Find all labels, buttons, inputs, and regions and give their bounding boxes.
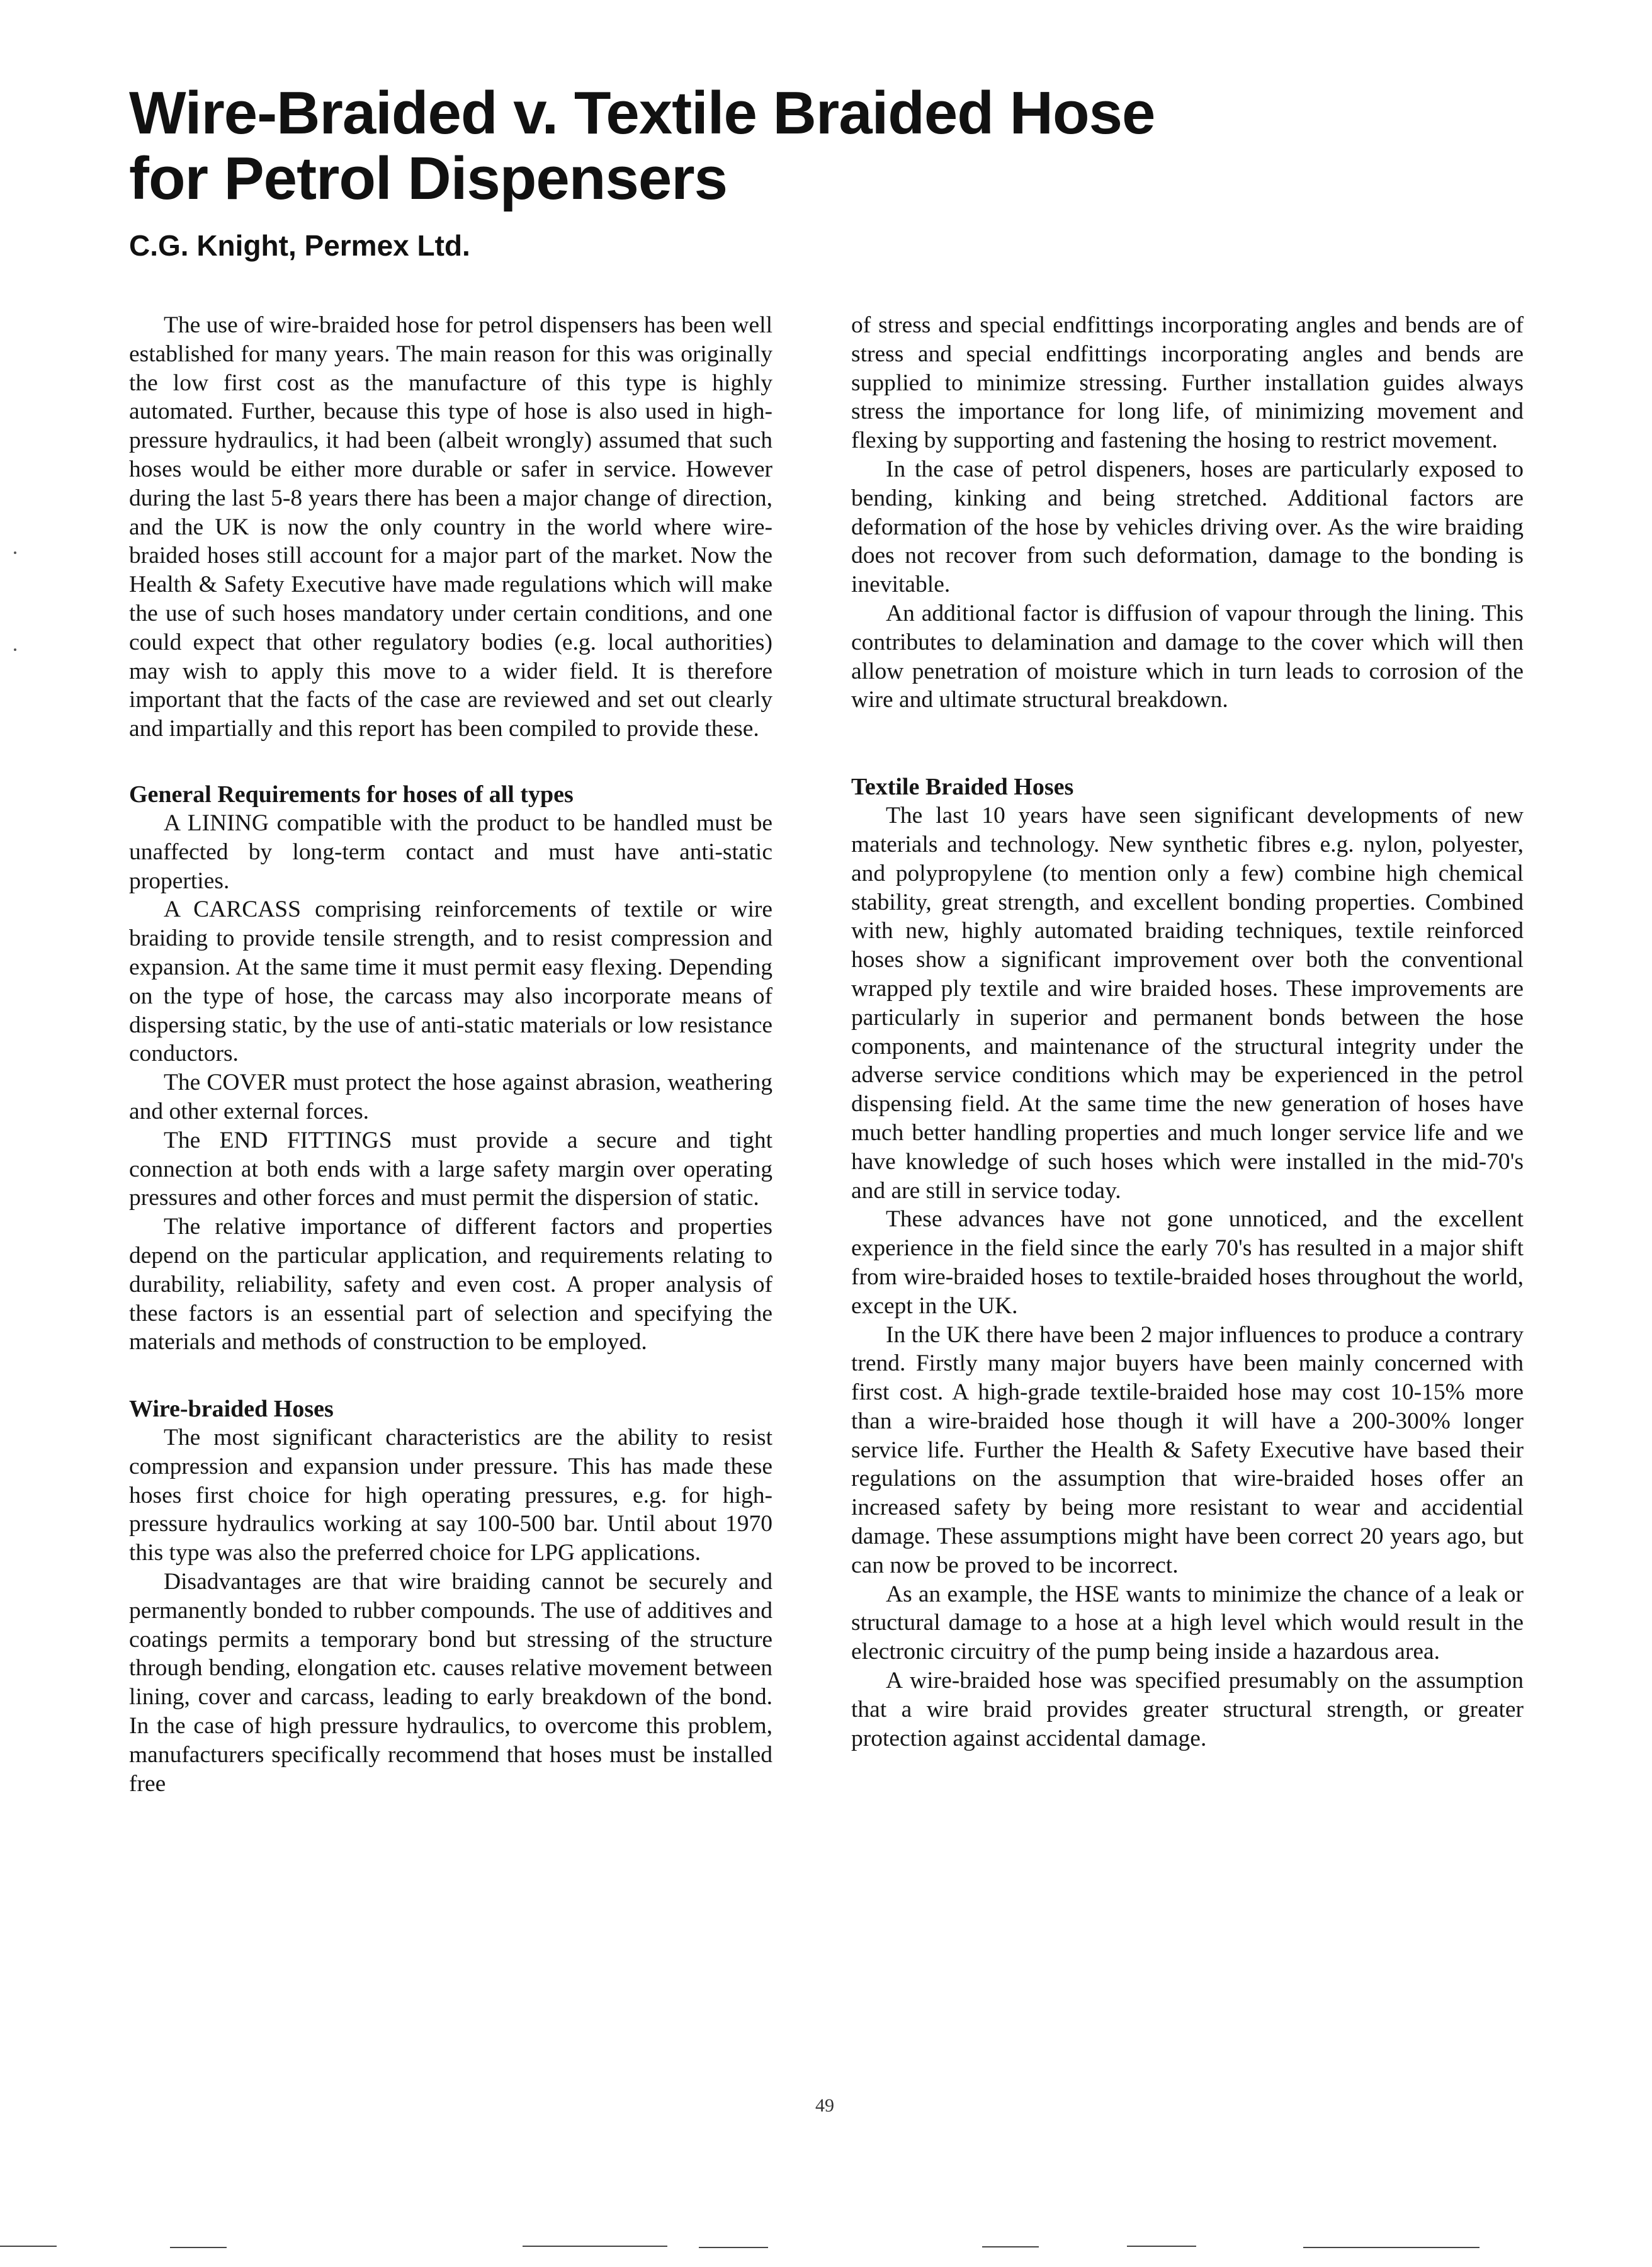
- right-column: [851, 311, 1524, 1753]
- cover-paragraph: The COVER must protect the hose against abrasion, weathering and other external forces.: [129, 1070, 772, 1124]
- scan-edge-mark: [982, 2246, 1039, 2247]
- textile-braided-heading: Textile Braided Hoses: [851, 774, 1074, 801]
- wire-braid-assumption-paragraph: A wire-braided hose was specified presumably on the assumption that a wire braid provides greater structural strength, or greater protection against accidental damage.: [851, 1668, 1524, 1751]
- uk-influences-paragraph: In the UK there have been 2 major influences to produce a contrary trend. Firstly many major buyers have been mainly concerned with first cost. A high-grade textile-braided hose may cost 10-15% more than a wire-braided hose though it will have a 200-300% longer service life. Further the Health & Safety Executive have based their regulations on the assumption that wire-braided hoses offer an increased safety by being more resistant to wear and accidential damage. These assumptions might have been correct 20 years ago, but can now be proved to be incorrect.: [851, 1321, 1524, 1578]
- left-column: [129, 311, 772, 1798]
- hse-example-paragraph: As an example, the HSE wants to minimize the chance of a leak or structural damage to a hose at a high level which would result in the electronic circuitry of the pump being inside a hazardous area.: [851, 1581, 1524, 1665]
- textile-developments-paragraph: The last 10 years have seen significant developments of new materials and technology. New synthetic fibres e.g. nylon, polyester, and polypropylene (to mention only a few) combine high chemical stability, great strength, and excellent bonding properties. Combined with new, highly automated braiding techniques, textile reinforced hoses show a significant improvement over both the conventional wrapped ply textile and wire braided hoses. These improvements are particularly in superior and permanent bonds between the hose components, and maintenance of the structural integrity under the adverse service conditions which may be experienced in the petrol dispensing field. At the same time the new generation of hoses have much better handling properties and much longer service life and we have knowledge of such hoses which were installed in the mid-70's and are still in service today.: [851, 803, 1524, 1204]
- scan-dot: [14, 551, 16, 554]
- advances-paragraph: These advances have not gone unnoticed, and the excellent experience in the field since the early 70's has resulted in a major shift from wire-braided hoses to textile-braided hoses throughout the world, except in the UK.: [851, 1206, 1524, 1319]
- title-line-2: for Petrol Dispensers: [129, 145, 727, 212]
- article-title: [129, 81, 1514, 212]
- carcass-paragraph: A CARCASS comprising reinforcements of textile or wire braiding to provide tensile strength, and to resist compression and expansion. At the same time it must permit easy flexing. Depending on the type of hose, the carcass may also incorporate means of dispersing static, by the use of anti-static materials or low resistance conductors.: [129, 896, 772, 1067]
- lining-paragraph: A LINING compatible with the product to be handled must be unaffected by long-term contact and must have anti-static properties.: [129, 810, 772, 894]
- wire-disadvantages-paragraph: Disadvantages are that wire braiding cannot be securely and permanently bonded to rubber compounds. The use of additives and coatings permits a temporary bond but stressing of the structure through bending, elongation etc. causes relative movement between lining, cover and carcass, leading to early breakdown of the bond. In the case of high pressure hydraulics, to overcome this problem, manufacturers specifically recommend that hoses must be installed free: [129, 1569, 772, 1797]
- relative-importance-paragraph: The relative importance of different factors and properties depend on the particular application, and requirements relating to durability, reliability, safety and even cost. A proper analysis of these factors is an essential part of selection and specifying the materials and methods of construction to be employed.: [129, 1214, 772, 1355]
- scan-edge-mark: [523, 2246, 667, 2247]
- scan-edge-mark: [1303, 2247, 1479, 2248]
- page-number: 49: [815, 2095, 834, 2116]
- continuation-paragraph: of stress and special endfittings incorporating angles and bends are of stress and special endfittings incorporating angles and bends are supplied to minimize stressing. Further installation guides always stress the importance for long life, of minimizing movement and flexing by supporting and fastening the hosing to restrict movement.: [851, 312, 1524, 454]
- end-fittings-paragraph: The END FITTINGS must provide a secure and tight connection at both ends with a large safety margin over operating pressures and other forces and must permit the dispersion of static.: [129, 1127, 772, 1211]
- wire-characteristics-paragraph: The most significant characteristics are the ability to resist compression and expansion under pressure. This has made these hoses first choice for high operating pressures, e.g. for high-pressure hydraulics working at say 100-500 bar. Until about 1970 this type was also the preferred choice for LPG applications.: [129, 1425, 772, 1566]
- scan-edge-mark: [699, 2247, 768, 2248]
- intro-paragraph: The use of wire-braided hose for petrol dispensers has been well established for many years. The main reason for this was originally the low first cost as the manufacture of this type is highly automated. Further, because this type of hose is also used in high-pressure hydraulics, it had been (albeit wrongly) assumed that such hoses would be either more durable or safer in service. However during the last 5-8 years there has been a major change of direction, and the UK is now the only country in the world where wire-braided hoses still account for a major part of the market. Now the Health & Safety Executive have made regulations which will make the use of such hoses mandatory under certain conditions, and one could expect that other regulatory bodies (e.g. local authorities) may wish to apply this move to a wider field. It is therefore important that the facts of the case are reviewed and set out clearly and impartially and this report has been compiled to provide these.: [129, 312, 772, 742]
- scan-edge-mark: [0, 2246, 57, 2247]
- scan-edge-mark: [170, 2247, 227, 2248]
- general-requirements-heading: General Requirements for hoses of all types: [129, 781, 574, 808]
- petrol-dispensers-paragraph: In the case of petrol dispeners, hoses are particularly exposed to bending, kinking and being stretched. Additional factors are deformation of the hose by vehicles driving over. As the wire braiding does not recover from such deformation, damage to the bonding is inevitable.: [851, 456, 1524, 598]
- title-line-1: Wire-Braided v. Textile Braided Hose: [129, 79, 1155, 147]
- wire-braided-heading: Wire-braided Hoses: [129, 1396, 334, 1423]
- scan-dot: [14, 648, 16, 651]
- vapour-diffusion-paragraph: An additional factor is diffusion of vapour through the lining. This contributes to delamination and damage to the cover which will then allow penetration of moisture which in turn leads to corrosion of the wire and ultimate structural breakdown.: [851, 600, 1524, 713]
- scan-edge-mark: [1127, 2246, 1196, 2247]
- author-byline: C.G. Knight, Permex Ltd.: [129, 229, 470, 262]
